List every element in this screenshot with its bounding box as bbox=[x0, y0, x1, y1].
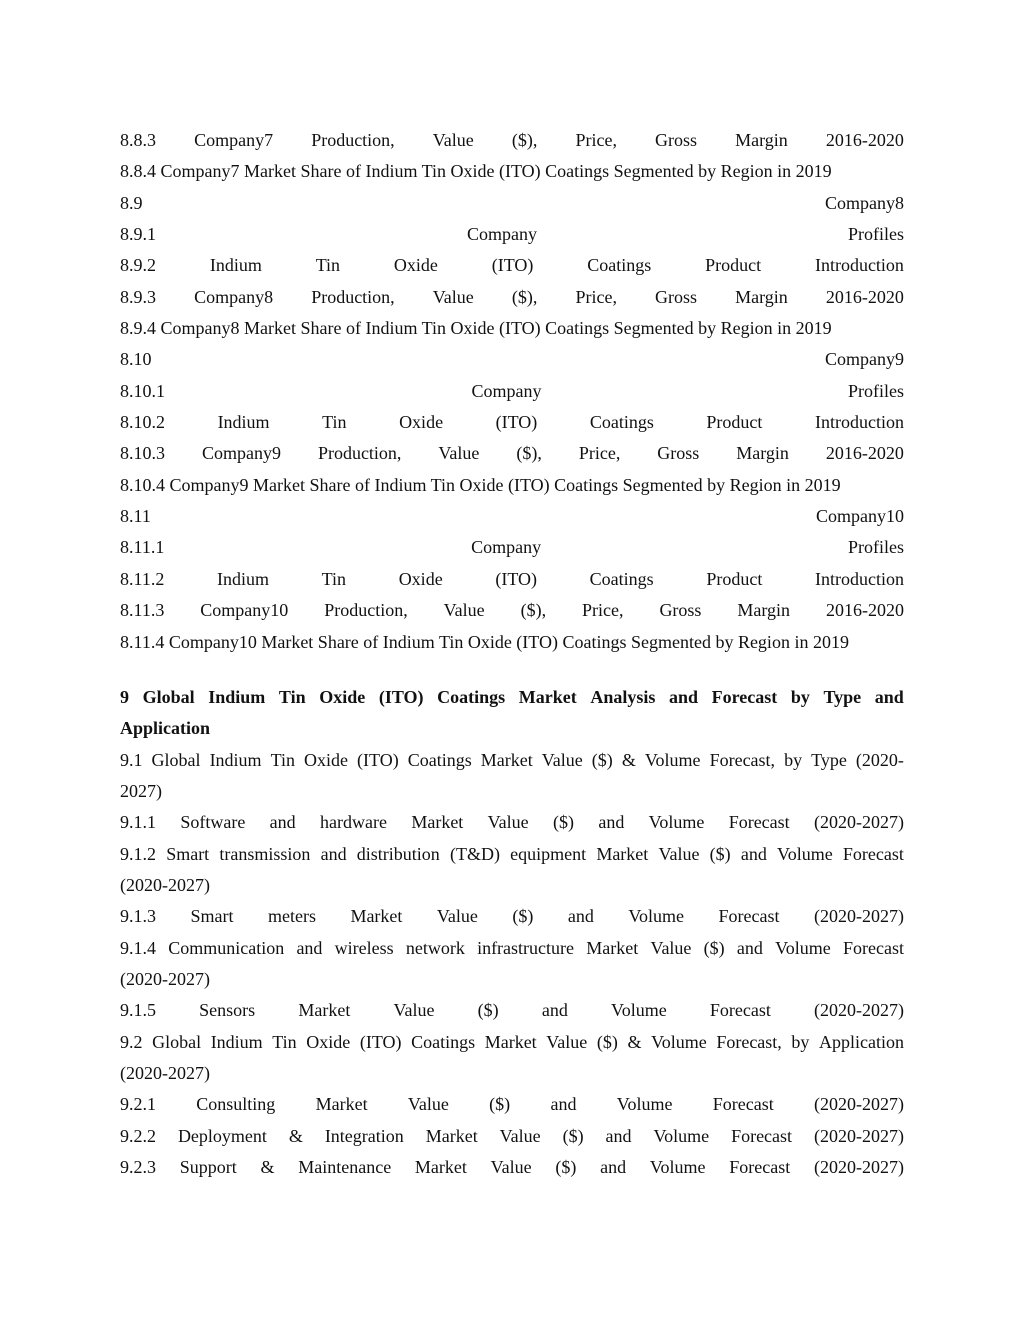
toc-word: (ITO) bbox=[357, 749, 399, 770]
toc-word: Maintenance bbox=[298, 1157, 392, 1177]
toc-word: Introduction bbox=[814, 255, 904, 276]
toc-word: ($) bbox=[555, 1157, 577, 1177]
toc-word: Coatings bbox=[437, 686, 506, 707]
toc-line bbox=[120, 1152, 904, 1183]
toc-word: Oxide bbox=[393, 255, 438, 276]
toc-word: 8.10 bbox=[120, 349, 152, 370]
toc-word: Forecast bbox=[731, 1125, 793, 1146]
toc-word: Tin bbox=[272, 1031, 297, 1052]
toc-word: Forecast bbox=[842, 937, 904, 958]
toc-word: ($) bbox=[512, 906, 534, 927]
toc-line bbox=[120, 901, 904, 932]
toc-line: 8.11.4 Company10 Market Share of Indium Tin Oxide (ITO) Coatings Segmented by Region in 2019 bbox=[120, 631, 849, 652]
toc-word: Coatings bbox=[407, 749, 472, 770]
toc-word: Company10 bbox=[816, 506, 904, 527]
toc-word: 8.11.1 bbox=[120, 537, 165, 558]
toc-word: Company9 bbox=[201, 443, 281, 464]
toc-word: ($), bbox=[520, 600, 547, 621]
toc-word: Volume bbox=[653, 1125, 710, 1146]
toc-word: (2020-2027) bbox=[814, 812, 904, 833]
toc-word: ($) bbox=[477, 1000, 499, 1021]
toc-word: Market bbox=[596, 843, 649, 864]
toc-line bbox=[120, 125, 904, 156]
toc-word: Market bbox=[414, 1157, 467, 1177]
toc-word: Company8 bbox=[194, 286, 274, 307]
toc-word: & bbox=[621, 749, 636, 770]
toc-word: (2020-2027) bbox=[813, 906, 904, 927]
toc-word: Product bbox=[706, 412, 763, 433]
toc-word: Type bbox=[823, 686, 862, 707]
toc-word: Gross bbox=[657, 443, 700, 464]
toc-word: Coatings bbox=[589, 412, 654, 433]
toc-word: Production, bbox=[317, 443, 402, 464]
toc-word: 8.11.3 bbox=[120, 600, 165, 621]
toc-word: 8.10.2 bbox=[120, 412, 165, 433]
toc-word: 2016-2020 bbox=[825, 130, 904, 150]
toc-line bbox=[120, 438, 904, 469]
toc-word: Volume bbox=[777, 843, 833, 864]
toc-word: Company10 bbox=[200, 600, 289, 621]
toc-word: 8.11 bbox=[120, 506, 151, 527]
toc-word: Volume bbox=[649, 1157, 706, 1177]
toc-line: (2020-2027) bbox=[120, 968, 210, 989]
toc-word: Market bbox=[350, 906, 403, 927]
toc-word: Oxide bbox=[398, 568, 443, 589]
toc-word: Indium bbox=[208, 686, 266, 707]
section-9-heading bbox=[120, 682, 904, 745]
toc-word: & bbox=[260, 1157, 275, 1177]
toc-word: Profiles bbox=[848, 380, 904, 401]
toc-word: Oxide bbox=[319, 686, 366, 707]
toc-word: (ITO) bbox=[495, 412, 538, 433]
toc-word: Profiles bbox=[848, 537, 904, 558]
toc-word: meters bbox=[267, 906, 316, 927]
toc-word: Value bbox=[432, 286, 474, 307]
toc-word: 9.1.1 bbox=[120, 812, 156, 833]
toc-word: 9.1.2 bbox=[120, 843, 156, 864]
toc-word: ($) bbox=[552, 812, 574, 833]
toc-word: distribution bbox=[356, 843, 440, 864]
toc-word: ($) bbox=[489, 1094, 511, 1115]
toc-word: 9.1.5 bbox=[120, 1000, 156, 1021]
toc-word: ($), bbox=[511, 130, 538, 150]
toc-word: Gross bbox=[655, 286, 698, 307]
toc-word: infrastructure bbox=[477, 937, 575, 958]
toc-word: and bbox=[296, 937, 323, 958]
toc-word: Value bbox=[438, 443, 480, 464]
toc-word: Forecast bbox=[842, 843, 904, 864]
toc-line bbox=[120, 564, 904, 595]
toc-word: (2020- bbox=[855, 749, 904, 770]
toc-word: Communication bbox=[168, 937, 285, 958]
toc-word: Tin bbox=[321, 568, 347, 589]
toc-line bbox=[120, 995, 904, 1026]
toc-word: ($), bbox=[516, 443, 542, 464]
toc-word: Application bbox=[819, 1031, 904, 1052]
toc-line bbox=[120, 250, 904, 281]
toc-word: Forecast bbox=[718, 906, 780, 927]
toc-word: Type bbox=[811, 749, 847, 770]
toc-word: 9.1.4 bbox=[120, 937, 156, 958]
toc-word: Company9 bbox=[825, 349, 904, 370]
toc-line: (2020-2027) bbox=[120, 874, 210, 895]
toc-word: ($), bbox=[511, 286, 538, 307]
toc-word: Coatings bbox=[589, 568, 654, 589]
toc-word: Value bbox=[499, 1125, 541, 1146]
toc-word: 2016-2020 bbox=[826, 600, 904, 621]
toc-word: 8.10.3 bbox=[120, 443, 165, 464]
toc-word: Production, bbox=[324, 600, 408, 621]
toc-word: Deployment bbox=[177, 1125, 267, 1146]
toc-section-9 bbox=[120, 745, 904, 1184]
toc-word: and bbox=[567, 906, 594, 927]
toc-word: Forecast bbox=[728, 812, 790, 833]
toc-section-8 bbox=[120, 125, 904, 658]
toc-word: 9.2.3 bbox=[120, 1157, 156, 1177]
toc-word: Indium bbox=[209, 255, 262, 276]
toc-word: Market bbox=[425, 1125, 478, 1146]
toc-word: and bbox=[605, 1125, 632, 1146]
toc-word: Product bbox=[706, 568, 763, 589]
toc-word: Sensors bbox=[199, 1000, 256, 1021]
toc-word: Forecast bbox=[711, 686, 778, 707]
toc-word: Introduction bbox=[814, 568, 904, 589]
toc-word: Smart bbox=[190, 906, 234, 927]
toc-word: Value bbox=[432, 130, 474, 150]
toc-word: Profiles bbox=[848, 224, 904, 245]
toc-line bbox=[120, 839, 904, 870]
toc-word: Introduction bbox=[814, 412, 904, 433]
toc-word: and bbox=[740, 843, 767, 864]
toc-word: Global bbox=[152, 1031, 202, 1052]
toc-line: Application bbox=[120, 718, 211, 739]
toc-word: ($) bbox=[596, 1031, 618, 1052]
toc-word: 8.9.3 bbox=[120, 286, 156, 307]
toc-line: 8.8.4 Company7 Market Share of Indium Tin Oxide (ITO) Coatings Segmented by Region in 2019 bbox=[120, 161, 832, 182]
toc-line bbox=[120, 376, 904, 407]
toc-word: Market bbox=[315, 1094, 368, 1115]
toc-word: (ITO) bbox=[359, 1031, 402, 1052]
toc-word: (ITO) bbox=[495, 568, 537, 589]
toc-word: Volume bbox=[644, 749, 701, 770]
toc-line: 2027) bbox=[120, 780, 162, 801]
toc-word: and bbox=[598, 812, 625, 833]
toc-word: Tin bbox=[270, 749, 295, 770]
toc-word: Margin bbox=[736, 443, 789, 464]
toc-line bbox=[120, 344, 904, 375]
toc-word: Indium bbox=[217, 568, 269, 589]
toc-word: Company bbox=[467, 224, 537, 245]
toc-word: Company7 bbox=[194, 130, 274, 150]
toc-word: Gross bbox=[655, 130, 698, 150]
toc-word: Support bbox=[179, 1157, 237, 1177]
toc-word: by bbox=[790, 686, 810, 707]
toc-word: 9.2 bbox=[120, 1031, 143, 1052]
toc-word: Market bbox=[298, 1000, 351, 1021]
toc-line bbox=[120, 219, 904, 250]
toc-word: ($) bbox=[709, 843, 731, 864]
toc-word: Consulting bbox=[196, 1094, 276, 1115]
toc-word: (ITO) bbox=[491, 255, 534, 276]
toc-word: Indium bbox=[217, 412, 270, 433]
toc-line bbox=[120, 933, 904, 964]
toc-word: 8.9.2 bbox=[120, 255, 156, 276]
toc-word: 8.8.3 bbox=[120, 130, 156, 150]
toc-word: by bbox=[784, 749, 803, 770]
toc-line bbox=[120, 1027, 904, 1058]
toc-word: ($) bbox=[703, 937, 725, 958]
toc-word: Integration bbox=[324, 1125, 404, 1146]
toc-word: Price, bbox=[578, 443, 621, 464]
toc-word: & bbox=[288, 1125, 303, 1146]
toc-word: Forecast, bbox=[716, 1031, 782, 1052]
toc-word: Market bbox=[411, 812, 464, 833]
toc-word: Company8 bbox=[825, 192, 904, 213]
toc-word: ($) bbox=[591, 749, 613, 770]
toc-word: Forecast bbox=[709, 1000, 771, 1021]
toc-line bbox=[120, 745, 904, 776]
toc-word: Value bbox=[407, 1094, 449, 1115]
toc-line bbox=[120, 682, 904, 713]
toc-word: Company bbox=[471, 537, 542, 558]
toc-word: (2020-2027) bbox=[813, 1125, 904, 1146]
toc-word: Market bbox=[480, 749, 533, 770]
toc-word: (T&D) bbox=[449, 843, 500, 864]
toc-line bbox=[120, 407, 904, 438]
toc-word: wireless bbox=[334, 937, 394, 958]
toc-word: Tin bbox=[315, 255, 341, 276]
toc-word: equipment bbox=[510, 843, 587, 864]
toc-word: 2016-2020 bbox=[825, 443, 904, 464]
toc-word: Coatings bbox=[411, 1031, 476, 1052]
toc-word: Market bbox=[484, 1031, 537, 1052]
toc-word: Indium bbox=[209, 749, 262, 770]
toc-word: transmission bbox=[219, 843, 311, 864]
toc-word: and bbox=[550, 1094, 577, 1115]
toc-word: Oxide bbox=[304, 749, 348, 770]
document-page bbox=[120, 125, 904, 1183]
toc-word: Forecast, bbox=[709, 749, 776, 770]
toc-word: Gross bbox=[659, 600, 702, 621]
toc-word: 9 bbox=[120, 686, 129, 707]
toc-word: (ITO) bbox=[378, 686, 424, 707]
toc-line: 8.10.4 Company9 Market Share of Indium Tin Oxide (ITO) Coatings Segmented by Region in 2019 bbox=[120, 474, 841, 495]
toc-line: 8.9.4 Company8 Market Share of Indium Tin Oxide (ITO) Coatings Segmented by Region in 2019 bbox=[120, 318, 832, 339]
toc-word: 9.1.3 bbox=[120, 906, 156, 927]
toc-word: Price, bbox=[582, 600, 624, 621]
toc-word: Oxide bbox=[399, 412, 444, 433]
toc-word: and bbox=[269, 812, 296, 833]
toc-word: ($) bbox=[562, 1125, 584, 1146]
toc-word: by bbox=[791, 1031, 810, 1052]
toc-line bbox=[120, 282, 904, 313]
toc-word: Production, bbox=[311, 130, 395, 150]
toc-word: 9.1 bbox=[120, 749, 143, 770]
toc-line bbox=[120, 501, 904, 532]
toc-line bbox=[120, 1121, 904, 1152]
toc-word: hardware bbox=[320, 812, 387, 833]
toc-line bbox=[120, 807, 904, 838]
toc-word: Global bbox=[151, 749, 201, 770]
toc-word: 8.9.1 bbox=[120, 224, 156, 245]
toc-word: 9.2.2 bbox=[120, 1125, 156, 1146]
toc-word: Volume bbox=[651, 1031, 707, 1052]
toc-word: Margin bbox=[735, 130, 788, 150]
toc-word: 2016-2020 bbox=[825, 286, 904, 307]
toc-word: Volume bbox=[628, 906, 685, 927]
toc-word: Smart bbox=[166, 843, 210, 864]
toc-word: Margin bbox=[737, 600, 791, 621]
toc-word: Value bbox=[546, 1031, 588, 1052]
toc-line: (2020-2027) bbox=[120, 1062, 210, 1083]
toc-word: 8.11.2 bbox=[120, 568, 165, 589]
toc-word: and bbox=[600, 1157, 627, 1177]
toc-word: Value bbox=[650, 937, 692, 958]
toc-word: Market bbox=[586, 937, 639, 958]
toc-word: and bbox=[874, 686, 904, 707]
toc-word: and bbox=[541, 1000, 568, 1021]
toc-word: Volume bbox=[616, 1094, 673, 1115]
toc-line bbox=[120, 595, 904, 626]
toc-word: Indium bbox=[210, 1031, 263, 1052]
toc-word: Forecast bbox=[712, 1094, 774, 1115]
toc-word: & bbox=[627, 1031, 642, 1052]
toc-line bbox=[120, 532, 904, 563]
toc-word: and bbox=[320, 843, 347, 864]
toc-word: 8.9 bbox=[120, 192, 143, 213]
toc-word: Coatings bbox=[587, 255, 652, 276]
toc-word: Company bbox=[471, 380, 542, 401]
toc-word: network bbox=[405, 937, 465, 958]
toc-word: Volume bbox=[775, 937, 831, 958]
toc-word: Price, bbox=[575, 286, 617, 307]
toc-word: Product bbox=[705, 255, 762, 276]
toc-word: Value bbox=[490, 1157, 532, 1177]
toc-word: Value bbox=[436, 906, 478, 927]
toc-word: Analysis bbox=[590, 686, 656, 707]
toc-word: Software bbox=[180, 812, 246, 833]
toc-word: Value bbox=[393, 1000, 435, 1021]
toc-word: Oxide bbox=[306, 1031, 351, 1052]
toc-word: Price, bbox=[575, 130, 617, 150]
toc-word: Global bbox=[142, 686, 195, 707]
toc-word: Value bbox=[658, 843, 700, 864]
toc-word: Volume bbox=[611, 1000, 667, 1021]
toc-word: (2020-2027) bbox=[813, 1157, 904, 1177]
toc-word: Tin bbox=[278, 686, 306, 707]
toc-word: Value bbox=[443, 600, 485, 621]
toc-word: Forecast bbox=[729, 1157, 791, 1177]
toc-line bbox=[120, 1089, 904, 1120]
toc-word: 8.10.1 bbox=[120, 380, 165, 401]
toc-word: Production, bbox=[311, 286, 395, 307]
toc-word: Value bbox=[487, 812, 529, 833]
toc-word: (2020-2027) bbox=[814, 1000, 904, 1021]
toc-word: Margin bbox=[735, 286, 788, 307]
toc-word: Volume bbox=[648, 812, 705, 833]
toc-word: 9.2.1 bbox=[120, 1094, 156, 1115]
toc-word: Value bbox=[541, 749, 583, 770]
toc-word: and bbox=[668, 686, 699, 707]
toc-line bbox=[120, 188, 904, 219]
toc-word: and bbox=[736, 937, 763, 958]
toc-word: (2020-2027) bbox=[814, 1094, 904, 1115]
toc-word: Market bbox=[518, 686, 577, 707]
toc-word: Tin bbox=[322, 412, 347, 433]
